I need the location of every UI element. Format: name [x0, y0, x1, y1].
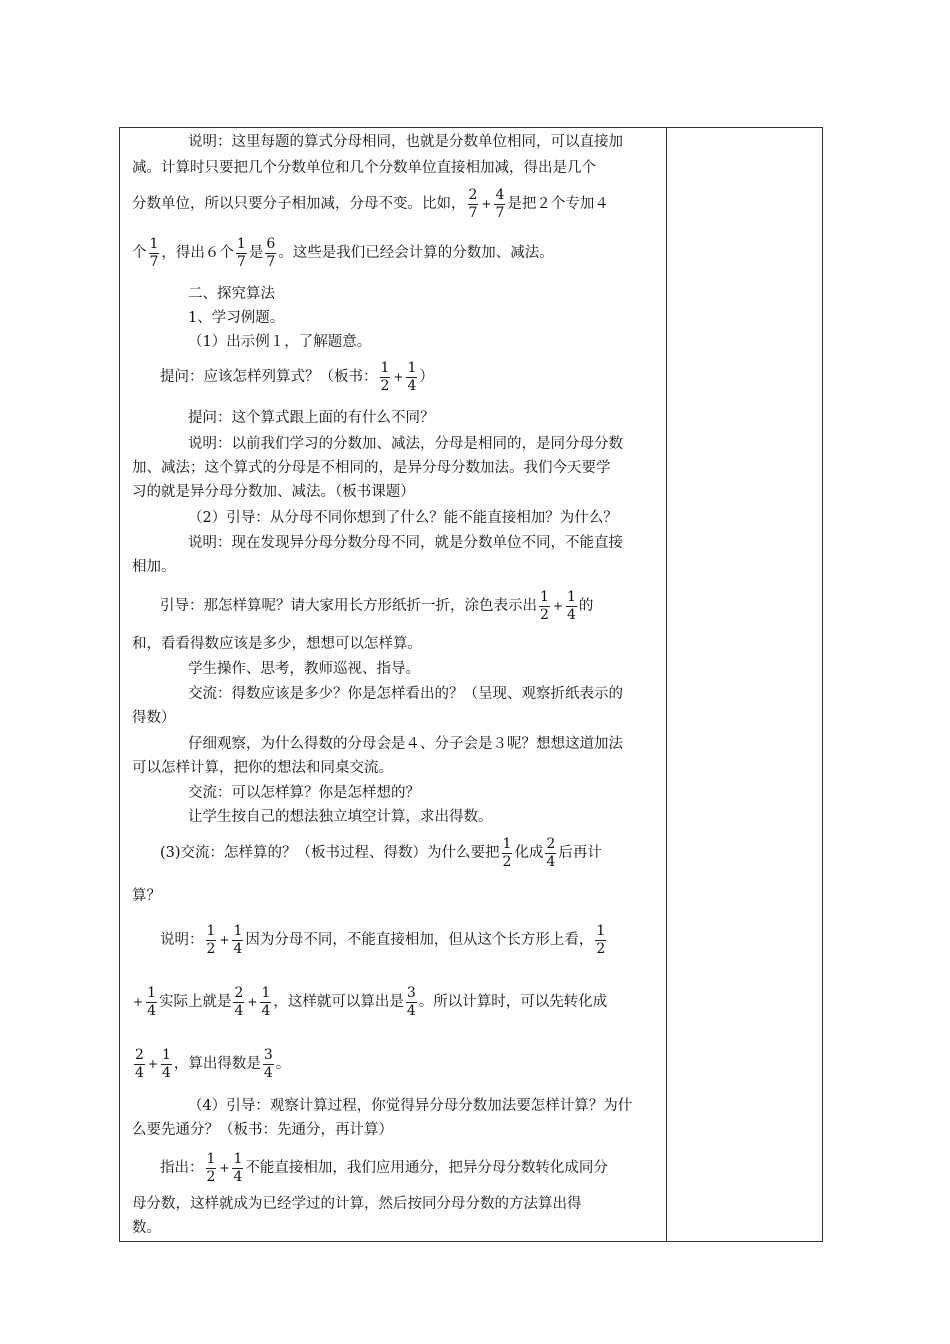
text-line: (3)交流：怎样算的？（板书过程、得数）为什么要把 $\frac{1}{2}$ 化成 $\frac{2}{4}$ 后再计	[160, 835, 602, 870]
fraction: $\frac{1}{4}$	[261, 984, 271, 1019]
fraction: $\frac{3}{4}$	[263, 1046, 273, 1081]
text-line: 相加。	[132, 559, 176, 575]
plus-sign: +	[481, 197, 492, 211]
text-line: 说明： $\frac{1}{2}$ + $\frac{1}{4}$ 因为分母不同，不能直接相加，但从这个长方形上看， $\frac{1}{2}$	[160, 922, 606, 957]
fraction: $\frac{1}{2}$	[596, 922, 606, 957]
text-line: 分数单位，所以只要分子相加减，分母不变。比如， $\frac{2}{7}$ + $\frac{4}{7}$ 是把２个专加４	[132, 186, 609, 221]
plus-sign: +	[147, 1057, 158, 1071]
plus-sign: +	[552, 599, 563, 613]
plus-sign: +	[393, 370, 404, 384]
text-line: 交流：可以怎样算？你是怎样想的？	[188, 785, 420, 801]
lesson-table	[119, 127, 823, 1242]
text-line: 说明：这里每题的算式分母相同，也就是分数单位相同，可以直接加	[188, 134, 623, 150]
text-line: 仔细观察，为什么得数的分母会是４、分子会是３呢？想想这道加法	[188, 736, 623, 752]
text-line: 让学生按自己的想法独立填空计算，求出得数。	[188, 809, 493, 825]
fraction: $\frac{1}{4}$	[407, 359, 417, 394]
fraction: $\frac{1}{2}$	[502, 835, 512, 870]
fraction: $\frac{1}{4}$	[233, 1150, 243, 1185]
fraction: $\frac{2}{4}$	[234, 984, 244, 1019]
text-line: 说明：以前我们学习的分数加、减法，分母是相同的，是同分母分数	[188, 436, 623, 452]
fraction: $\frac{1}{4}$	[233, 922, 243, 957]
text-line: 学生操作、思考，教师巡视、指导。	[188, 661, 420, 677]
text-line: 得数）	[132, 710, 176, 726]
text-line: （4）引导：观察计算过程，你觉得异分母分数加法要怎样计算？为什	[188, 1098, 633, 1114]
lesson-content-cell	[120, 128, 666, 1241]
fraction: $\frac{2}{7}$	[468, 186, 478, 221]
text-line: 母分数，这样就成为已经学过的计算，然后按同分母分数的方法算出得	[132, 1196, 582, 1212]
fraction: $\frac{2}{4}$	[135, 1046, 144, 1081]
text-line: （1）出示例１，了解题意。	[188, 334, 372, 350]
text-line: 指出： $\frac{1}{2}$ + $\frac{1}{4}$ 不能直接相加，我们应用通分，把异分母分数转化成同分	[160, 1150, 608, 1185]
fraction: $\frac{1}{2}$	[206, 922, 216, 957]
plus-sign: +	[219, 933, 230, 947]
plus-sign: +	[247, 995, 258, 1009]
fraction: $\frac{1}{2}$	[380, 359, 390, 394]
notes-cell	[667, 128, 822, 1241]
text-line: 个 $\frac{1}{7}$ ，得出６个 $\frac{1}{7}$ 是 $\frac{6}{7}$ 。这些是我们已经会计算的分数加、减法。	[132, 235, 554, 270]
text-line: 提问：这个算式跟上面的有什么不同？	[188, 410, 435, 426]
section-heading: 二、探究算法	[188, 286, 275, 302]
text-line: 习的就是异分母分数加、减法。（板书课题）	[132, 484, 415, 500]
fraction: $\frac{1}{4}$	[147, 984, 156, 1019]
plus-sign: +	[219, 1161, 230, 1175]
text-line: 数。	[132, 1220, 161, 1236]
text-line: 么要先通分？（板书：先通分，再计算）	[132, 1122, 393, 1138]
text-line: 加、减法；这个算式的分母是不相同的，是异分母分数加法。我们今天要学	[132, 460, 611, 476]
fraction: $\frac{3}{4}$	[406, 984, 416, 1019]
fraction: $\frac{1}{2}$	[540, 588, 549, 623]
fraction: $\frac{4}{7}$	[495, 186, 505, 221]
text-line: 可以怎样计算，把你的想法和同桌交流。	[132, 760, 393, 776]
fraction: $\frac{1}{4}$	[566, 588, 576, 623]
plus-sign: +	[133, 995, 144, 1009]
fraction: $\frac{1}{2}$	[206, 1150, 216, 1185]
text-line: $\frac{2}{4}$ + $\frac{1}{4}$ ，算出得数是 $\frac{3}{4}$ 。	[135, 1046, 291, 1081]
fraction: $\frac{1}{4}$	[161, 1046, 171, 1081]
fraction: $\frac{2}{4}$	[546, 835, 556, 870]
fraction: $\frac{1}{7}$	[149, 235, 159, 270]
fraction: $\frac{1}{7}$	[236, 235, 246, 270]
text-line: 提问：应该怎样列算式？（板书： $\frac{1}{2}$ + $\frac{1}{4}$ ）	[160, 359, 434, 394]
text-line: 和，看看得数应该是多少，想想可以怎样算。	[132, 636, 422, 652]
text-line: 说明：现在发现异分母分数分母不同，就是分数单位不同，不能直接	[188, 535, 623, 551]
text-line: 交流：得数应该是多少？你是怎样看出的？（呈现、观察折纸表示的	[188, 686, 623, 702]
text-line: + $\frac{1}{4}$ 实际上就是 $\frac{2}{4}$ + $\frac{1}{4}$ ，这样就可以算出是 $\frac{3}{4}$ 。所以计算时，可以先转化成	[133, 984, 608, 1019]
fraction: $\frac{6}{7}$	[266, 235, 276, 270]
text-line: （2）引导：从分母不同你想到了什么？能不能直接相加？为什么？	[188, 510, 618, 526]
text-line: 减。计算时只要把几个分数单位和几个分数单位直接相加减，得出是几个	[132, 160, 596, 176]
text-line: 1、学习例题。	[188, 310, 285, 326]
text-line: 引导：那怎样算呢？请大家用长方形纸折一折，涂色表示出 $\frac{1}{2}$ + $\frac{1}{4}$ 的	[160, 588, 594, 623]
text-line: 算？	[132, 888, 161, 904]
